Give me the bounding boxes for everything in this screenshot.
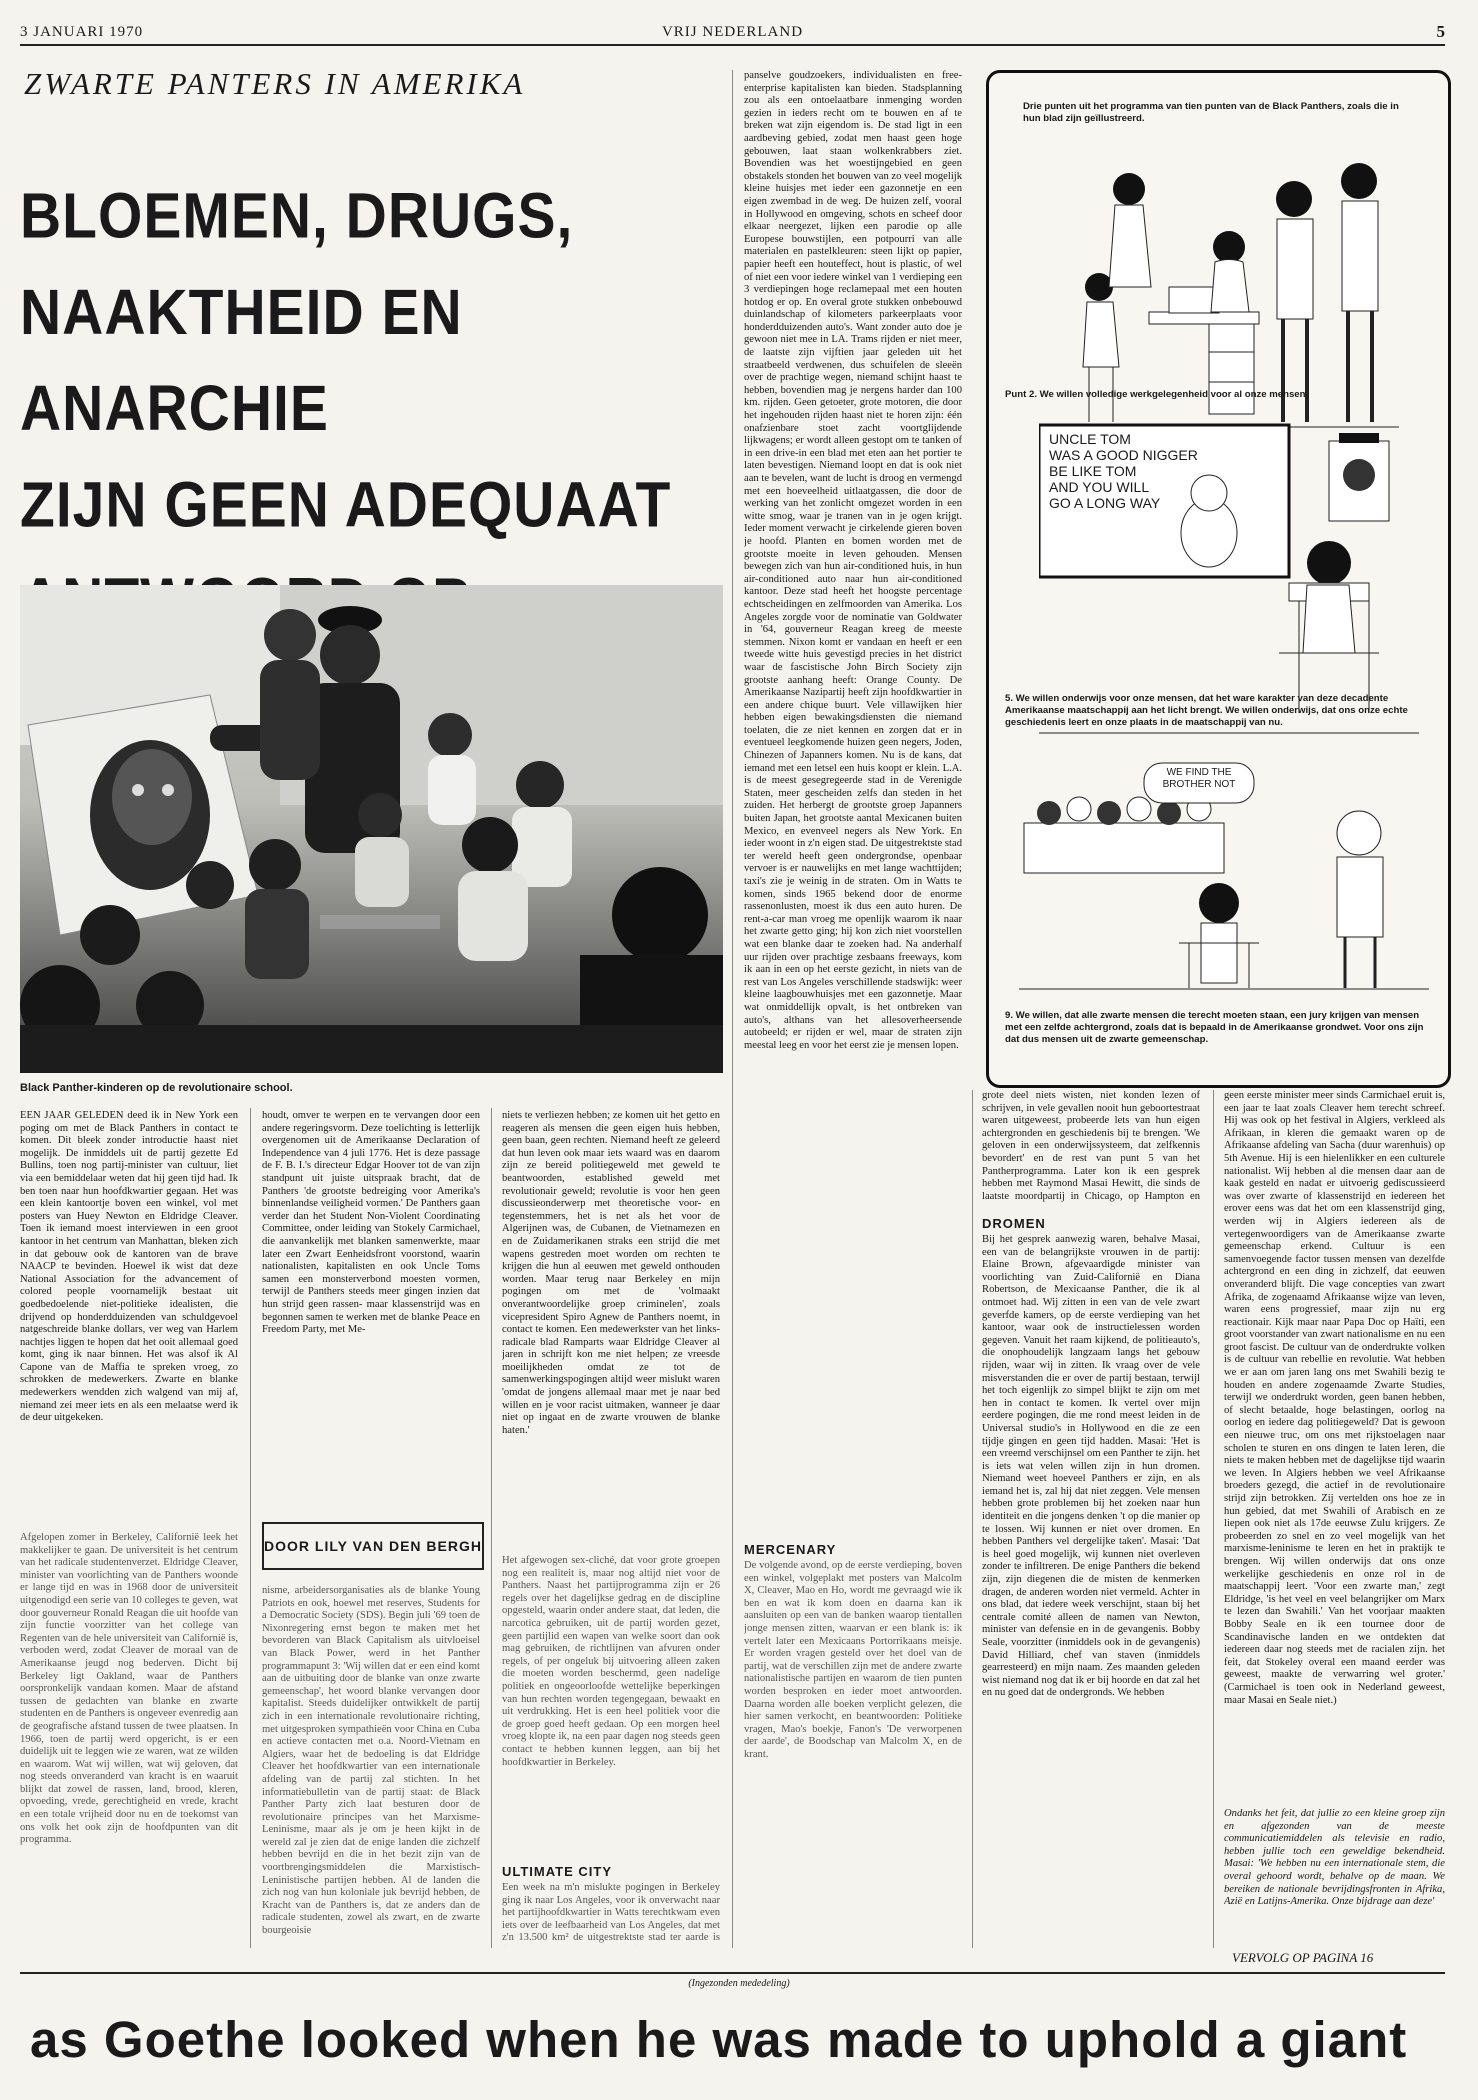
masthead — [20, 22, 1445, 46]
paragraph: geen eerste minister meer sinds Carmichael eruit is, een jaar te laat zoals Cleaver hem terecht schreef. Hij was ook op het festival in Algiers, verkleed als Afrikaan, in kleren die gemaakt waren op de Afrikaanse afdeling van Sacha (duur warenhuis) op 5th Avenue. Hij is een hielenlikker en een culturele nationalist. Wij hebben al die mensen daar aan de kaak gesteld en nadat er uitvoerig gediscussieerd was over zwarte of klassenstrijd en iedereen het erover eens was dat het om een klassenstrijd ging, werden wij in Algiers iedereen als de vertegenwoordigers van de Amerikaanse zwarte gemeenschap erkend. Cultuur is een samenvoegende factor tussen mensen van dezelfde achtergrond en een ding in zichzelf, dat eeuwen onveranderd blijft. Die vage concepties van zwart Afrika, de zogenaamd Afrikaanse wijze van leven, waren eens progressief, maar zijn nu erg reactionair. Kijk maar naar Papa Doc op Haïti, een groot voorstander van zwart nationalisme en nu een groot fascist. De cultuur van de onderdrukte volken is de cultuur van rebellie en revolutie. Wat hebben we er aan om jaren lang ons met Swahili bezig te houden en andere zogenaamde Zwarte Studies, terwijl we onderdrukt worden, geen banen hebben, of slecht betaalde, hoge belastingen, oorlog na oorlog en iedere dag politiegeweld? Dat is gewoon een nieuwe truc, om ons met rijkstoelagen naar scholen te sturen en ons dingen te laten leren, die niets te maken hebben met de dagelijkse tijd waarin we leven. In Algiers hebben we veel Afrikaanse broeders gezegd, die actief in de revolutionaire strijd zijn betrokken. Zij vertelden ons hoe ze in hun gebied, dat met Swahili of Arabisch en ze liepen ook niet als 17de eeuwse Zulu krijgers. Ze probeerden zo snel en zo veel mogelijk van het marxisme-leninisme te leren en het in praktijk te brengen. Wij willen onderwijs dat ons onze werkelijke geschiedenis en onze rol in de maatschappij leert. 'Voor een zwarte man,' zegt Eldridge, 'is het veel en veel belangrijker om Marx te lezen dan Swahili.' Van het voorjaar maakten Bobby Seale en ik een tournee door de Scandinavische landen en we ontdekten dat iedereen daar nog steeds met de racialen zijn. het feit, dat Stokeley overal een maand eerder was geweest, maakte de verwarring wel groter.' (Carmichael is toen ook in Nederland geweest, maar Masai en Seale niet.) — [1224, 1090, 1445, 1706]
paragraph: De volgende avond, op de eerste verdieping, boven een winkel, volgeplakt met posters van Malcolm X, Cleaver, Mao en Ho, wordt me gevraagd wie ik ben en wat ik kom doen en daarna kan ik aansluiten op een van de banken waarop tientallen jonge mensen zitten, waarvan er een blank is: ik vertelt later een Mexicaans Portorrikaans meisje. Er worden vragen gesteld over het doel van de partij, wat de verschillen zijn met de andere zwarte nationalistische partijen en waarom de tien punten worden besproken en ieder moet antwoorden. Daarna worden alle boeken verplicht gelezen, die hier samen verkocht, en beantwoorden: Politieke vragen, Mao's boekje, Fanon's 'De verworpenen der aarde', de Boodschap van Malcolm X, en de krant. — [744, 1560, 962, 1760]
speech-line: BROTHER NOT — [1162, 779, 1236, 790]
issue-date: 3 JANUARI 1970 — [20, 24, 144, 40]
article-column-3a — [502, 1110, 720, 1550]
page-number: 5 — [1436, 22, 1445, 41]
headline-line: ZIJN GEEN ADEQUAAT — [20, 469, 672, 541]
paragraph: Het afgewogen sex-cliché, dat voor grote groepen nog een realiteit is, maar nog altijd niet voor de Panthers. Naast het partijprogramma zijn er 26 regels over het dagelijkse gedrag en de discipline opgesteld, waarin onder andere staat, dat leden, die narcotica gebruiken, uit de partij worden gezet, geen partijlid een wapen van welke soort dan ook mag gebruiken, de richtlijnen van afvuren onder regels, of per ongeluk bij uitvoering alleen zaken die moeten worden beschermd, geen nadelige politiek en ongeoorloofde wettelijke beperkingen van hun rechten worden tegengegaan, bewaakt en uit verdrukking. Het is een heel politiek voor die de groep goed heeft gedaan. Op een morgen heel vroeg klopte ik, na een paar dagen nog steeds geen contact te hebben kunnen leggen, aan bij het hoofdkwartier in Berkeley. — [502, 1555, 720, 1768]
article-column-5a — [982, 1090, 1200, 1204]
article-column-4a — [744, 70, 962, 1530]
photo-caption: Black Panther-kinderen op de revolutionaire school. — [20, 1082, 293, 1094]
continued-notice: VERVOLG OP PAGINA 16 — [1232, 1950, 1374, 1965]
paragraph: houdt, omver te werpen en te vervangen door een andere regeringsvorm. Deze toelichting is letterlijk overgenomen uit de Amerikaanse Declaration of Independence van 4 juli 1776. Het is deze passage de F. B. I.'s directeur Edgar Hoover tot de van zijn standpunt uit juiste uitspraak bracht, dat de Panthers 'de grootste bedreiging voor Amerika's binnenlandse veiligheid vormen.' De Panthers gaan verder dan het Student Non-Violent Coordinating Committee, onder leiding van Stokely Carmichael, die aanvankelijk met blanken samenwerkte, maar later een Zwart Eenheidsfront voorstond, waarin nationalisten, kapitalisten en ook Uncle Toms samen een monsterverbond moesten vormen, terwijl de Panthers steeds meer gingen inzien dat hun strijd geen rassen- maar klassenstrijd was en begonnen samen te werken met de blanke Peace en Freedom Party, met Me- — [262, 1110, 480, 1336]
blackboard-line: UNCLE TOM — [1049, 431, 1131, 447]
headline-line: NAAKTHEID EN ANARCHIE — [20, 276, 463, 445]
article-column-3b — [502, 1555, 720, 1855]
paragraph: Een week na m'n mislukte pogingen in Berkeley ging ik naar Los Angeles, voor ik onverwacht naar het partijhoofdkwartier in Watts terechtkwam even iets over de leefbaarheid van Los Angeles, dat met z'n 13.500 km² de uitgestrektste stad ter aarde is — [502, 1882, 720, 1944]
classroom-photo-illustration — [20, 585, 723, 1073]
footer-rule — [20, 1972, 1445, 1974]
paragraph: nisme, arbeidersorganisaties als de blanke Young Patriots en ook, hoewel met reserves, Students for a Democratic Society (SDS). Begin juli '69 toen de Nixonregering ernst begon te maken met het bevorderen van Black Capitalism als uitvloeisel van Black Power, werd in het Panther programmapunt 3: 'Wij willen dat er een eind komt aan de uitbuiting door de blanke van onze zwarte gemeenschap', het woord blanke vervangen door kapitalist. Steeds duidelijker ontwikkelt de partij zich in een internationale revolutionaire richting, met uitgesproken sympathieën voor China en Cuba en actieve contacten met o.a. Noord-Vietnam en Algiers, waar het de bedoeling is dat Eldridge Cleaver het hoofdkwartier van een internationale afdeling van de partij zal stichten. In het informatiebulletin van de partij staat: de Black Panther Party zich laat besturen door de revolutionaire principes van het Marxisme-Leninisme, maar als je om je heen kijkt in de wereld zal je zien dat de enige landen die zichzelf hebben bevrijd en die in het bezit zijn van de voortbrengingsmiddelen die Marxistisch-Leninistische partijen hebben. Al de landen die zich nog van hun koloniale juk bevrijd hebben, de Kracht van de Panthers is, dat ze anders dan de radicale studenten, zowel als zwart, en de zwarte bourgeoisie — [262, 1585, 480, 1937]
blackboard-line: AND YOU WILL — [1049, 479, 1150, 495]
paragraph: Bij het gesprek aanwezig waren, behalve Masai, een van de belangrijkste vrouwen in de partij: Elaine Brown, afgevaardigde minister van voorlichting van Zuid-Californië en Diana Robertson, de Mexicaanse Panther, die ik al ontmoet had. Wij zitten in een van de vele zwart geverfde kamers, op de eerste verdieping van het kantoor, waar ook de instructielessen worden gegeven. Vanuit het raam kijkend, de politieauto's, die onophoudelijk langzaam langs het gebouw rijden, waar wij in zitten. Ik vraag over de vele misverstanden die er over de partij bestaan, terwijl het toch eigenlijk zo simpel blijkt te zijn om met hen in contact te komen. Ik vertel over mijn eerdere pogingen, die me rond meest leiden in de Universal studio's in Hollywood en die ze een tijdje gingen en geen tijd hadden. Masai: 'Het is een vreemd verschijnsel om een Panther te zijn. het is iets wat velen willen zijn in hun dromen. Niemand weet hoeveel Panthers er zijn, en als iemand het is, zal hij dat niet zeggen. Vele mensen hebben grote problemen bij het zoeken naar hun identiteit en die jongens denken 't op die manier op te lossen. Wij kunnen er niet over dromen. En hebben Panthers vel dergelijke taken'. Masai: 'Dat is heel goed mogelijk, wij kunnen niet overleven zonder te infiltreren. De enige Panthers die bekend zijn, zijn diegenen die de misten de kenmerken dragen, de anderen worden niet vermeld. Achter in ons blad, dat iedere week verschijnt, staan bij het centrale comité alleen de namen van Newton, minister van defensie en in de gevangenis. Bobby Seale, voorzitter (inmiddels ook in de gevangenis) David Hilliard, chef van staven (inmiddels gearresteerd) en mijn naam. Zes maanden geleden wist niemand nog dat ik er bij hoorde en dat zal het en nu goed dat de ondergronds. We hebben — [982, 1234, 1200, 1699]
cartoon-panel — [986, 70, 1451, 1088]
article-column-6b — [1224, 1808, 1445, 1944]
column-rule — [491, 1108, 492, 1948]
cartoon-intro: Drie punten uit het programma van tien punten van de Black Panthers, zoals die in hun blad zijn geïllustreerd. — [1023, 101, 1399, 124]
paragraph: panselve goudzoekers, individualisten en free-enterprise kapitalisten kan bieden. Stadsplanning zou als een ontoelaatbare inmenging worden gezien in ieders recht om te bouwen en af te breken wat zijn eigendom is. De stad ligt in een aardbeving gebied, zodat men haast geen hoge gebouwen, laat staan wolkenkrabbers ziet. Bovendien was het woestijngebied en geen obstakels stonden het bouwen van zo veel mogelijk kleine huisjes met ieder een gazonnetje en een eigen zwembad in de weg. De huizen zelf, vooral in Hollywood en omgeving, schots en scheef door elkaar neergezet, lijken een parodie op alle Europese bouwstijlen, een potpourri van alle materialen en pastelkleuren: steen lijkt op papier, papier heeft een houteffect, hout is plastic, of wel of niet een voor iedere winkel van 1 verdieping een 3 verdiepingen hoge reclamepaal met een houten hotdog er op. En overal grote stukken onbebouwd duinlandschap of kilometers parkeerplaats voor honderdduizenden auto's. Want zonder auto doe je gewoon niet mee in LA. Trams rijden er niet meer, de laatste zijn vijftien jaar geleden uit het straatbeeld verdwenen, dus schuifelen de sleeën over de prachtige wegen, niemand schijnt haast te hebben, bovendien mag je nergens harder dan 100 km. rijden. Geen getoeter, grote motoren, die door het ingehouden rijden haast niet te horen zijn: één onafzienbare stoet zacht voortglijdende lijkwagens; er wordt alleen gestopt om te tanken of in een drive-in een blad met eten aan het portier te laten bevestigen. Niemand loopt en dat is ook niet aan te bevelen, want de lucht is droog en vermengd met een hoeveelheid uitlaatgassen, die door de werking van het zonlicht omgezet worden in een witte smog, waar je tranen van in je ogen krijgt. Ieder moment verwacht je cirkelende gieren boven je hoofd. Planten en bomen worden met de grootste moeite in leven gehouden. Mensen bewegen zich van hun air-conditioned huis, in hun air-conditioned auto naar hun air-conditioned kantoor. Deze stad heeft het hoogste percentage echtscheidingen en zelfmoorden van Amerika. Los Angeles zorgde voor de nominatie van Goldwater in '64, gouverneur Reagan kreeg de meeste stemmen. Nixon komt er vandaan en heeft er een tweede witte huis gevestigd precies in het district waar de fascistische John Birch Society zijn grootste aanhang heeft: Orange County. De Amerikaanse Nazipartij heeft zijn hoofdkwartier in een andere chique buurt. Vele villawijken hier hebben eigen bewakingsdiensten die niemand toelaten, die ze niet kennen en zorgen dat er in eventueel leegkomende huizen geen negers, Joden, Chinezen of Japanners komen. Nu is de kans, dat iemand met een letsel een huis koopt er klein. L.A. is de meest gesegregeerde stad in de Verenigde Staten, meer gescheiden zelfs dan steden in het zuiden. Het herbergt de grootste groep Japanners buiten Japan, het grootste aantal Mexicanen buiten Mexico, en evenveel negers als New York. En ieder woont in z'n eigen stad. De uitgestrektste stad ter wereld heeft geen ondergrondse, openbaar vervoer is er nauwelijks en met lange wachttijden; taxi's zie je weinig in de straten. Om in Watts te komen, sinds 1965 bekend door de enorme rassenonlusten, moest ik dus een auto huren. De rent-a-car man vroeg me openlijk waarom ik naar het zwarte getto ging; hij kon zich niet voorstellen wat een blanke daar te zoeken had. Na anderhalf uur rijden over prachtige zesbaans freeways, kom ik aan in een op het eerste gezicht, in niets van de rest van Los Angeles verschillende stadswijk: weer kleine laagbouwhuisjes met een gazonnetje. Maar wat onmiddellijk opvalt, is het ontbreken van auto's, althans van het allesoverheersende autobeeld; er rijden er wel, maar de straten zijn meestal leeg en voor het eerst zie je mensen lopen. — [744, 70, 962, 1051]
column-rule — [732, 70, 733, 1948]
cartoon-caption-point5: 5. We willen onderwijs voor onze mensen, dat het ware karakter van deze decadente Amerikaanse maatschappij aan het licht brengt. We willen onderwijs, dat ons onze echte geschiedenis leert en onze plaats in de maatschappij van nu. — [1005, 693, 1408, 728]
column-rule — [1213, 1090, 1214, 1948]
column-rule — [250, 1108, 251, 1948]
speech-line: WE FIND THE — [1166, 767, 1232, 778]
blackboard-text — [1049, 431, 1198, 511]
article-column-3c — [502, 1882, 720, 1946]
article-column-1b — [20, 1532, 238, 1944]
article-photo — [20, 585, 723, 1073]
advert-note: (Ingezonden mededeling) — [688, 1978, 790, 1989]
subhead-dromen: DROMEN — [982, 1216, 1046, 1231]
article-column-4b — [744, 1560, 962, 1946]
article-column-6a — [1224, 1090, 1445, 1805]
byline: DOOR LILY VAN DEN BERGH — [262, 1522, 484, 1570]
section-kicker: ZWARTE PANTERS IN AMERIKA — [24, 66, 526, 101]
paragraph: Ondanks het feit, dat jullie zo een kleine groep zijn en afgezonden van de meeste communicatiemiddelen als televisie en radio, hebben jullie toch een geweldige bekendheid. Masai: 'We hebben nu een internationale stem, die overal gehoord wordt, behalve op de maan. We bereiken de nationale bevrijdingsfronten in Afrika, Azië en Latijns-Amerika. Onze bijdrage aan deze' — [1224, 1808, 1445, 1908]
advertisement-text: as Goethe looked when he was made to uphold a giant — [30, 2011, 1408, 2068]
paragraph: grote deel niets wisten, niet konden lezen of schrijven, in vele gevallen nooit hun geboortestraat waren uitgeweest, probeerde lets van hun eigen achtergronden en geschiedenis bij te brengen. 'We geloven in een onderwijssysteem, dat zelfkennis bevordert' en de rest van punt 5 van het Pantherprogramma. Later kon ik een gesprek hebben met Raymond Masai Hewitt, die sinds de laatste moordpartij in Chicago, op Hampton en — [982, 1090, 1200, 1202]
speech-bubble-text — [1149, 767, 1249, 791]
column-rule — [972, 1090, 973, 1948]
newspaper-name: VRIJ NEDERLAND — [661, 24, 804, 40]
headline-line: BLOEMEN, DRUGS, — [20, 180, 574, 252]
article-column-5b — [982, 1234, 1200, 1946]
blackboard-line: BE LIKE TOM — [1049, 463, 1137, 479]
cartoon-caption-point9: 9. We willen, dat alle zwarte mensen die terecht moeten staan, een jury krijgen van mensen met een zelfde achtergrond, zoals dat is bepaald in de Amerikaanse grondwet. Voor ons zijn dat dus mensen uit de zwarte gemeenschap. — [1005, 1010, 1424, 1045]
cartoon-caption-point2: Punt 2. We willen volledige werkgelegenheid voor al onze mensen. — [1005, 389, 1309, 400]
blackboard-line: GO A LONG WAY — [1049, 495, 1161, 511]
article-column-1a — [20, 1110, 238, 1530]
paragraph: niets te verliezen hebben; ze komen uit het getto en reageren als mensen die geen eigen huis hebben, geen baan, geen rechten. Niemand heeft ze geleerd dat hun leven ook maar iets waard was en daarom zijn ze bereid politiegeweld met geweld te beantwoorden, established geweld met revolutionair geweld; revolutie is voor hen geen discussieonderwerp met theoretische voor- en tegenstemmers, het is net als het voor de Algerijnen was, de Cubanen, de Vietnamezen en en de Zuidamerikanen straks een strijd die met wapens gestreden moet worden om rechten te krijgen die hun al eeuwen met geweld onthouden worden. Maar terug naar Berkeley en mijn pogingen om met de 'volmaakt onverantwoordelijke groep criminelen', zoals vicepresident Spiro Agnew de Panthers noemt, in contact te komen. Een medewerkster van het links-radicale blad Ramparts waar Eldridge Cleaver al jaren in schrijft kon me niet helpen; ze vreesde moeilijkheden omdat ze tot de samenwerkingspogingen altijd weer mislukt waren 'omdat de jongens allemaal maar met je naar bed willen en je voor racist uitmaken, wanneer je daar niet op ingaat en de zwarte vrouwen de blanke haten.' — [502, 1110, 720, 1436]
article-column-2b — [262, 1585, 480, 1945]
subhead-mercenary: MERCENARY — [744, 1542, 837, 1557]
paragraph: EEN JAAR GELEDEN deed ik in New York een poging om met de Black Panthers in contact te komen. Dit bleek zonder introductie haast niet mogelijk. De inmiddels uit de partij gezette Ed Bullins, toen nog partij-minister van cultuur, liet via een bemiddelaar weten dat hij geen tijd had. Ik ben toen naar hun hoofdkwartier gegaan. Het was een klein kantoortje boven een winkel, vol met posters van Huey Newton en Eldridge Cleaver. Toen ik iemand moest interviewen in een groot kantoor in het centrum van Manhattan, bleken zich in dat gebouw ook de kantoren van de brave NAACP te bevinden. Hoewel ik wist dat deze National Association for the advancement of colored people voornamelijk bestaat uit goedbedoelende niet-politieke idealisten, die drijvend op honderdduizenden van schuldgevoel natgeschreide blanke dollars, ver weg van Harlem nachtjes liggen te hopen dat het ooit allemaal goed komt, ging ik naar binnen. Het was alsof ik Al Capone van de Maffia te spreken vroeg, zo schrokken de medewerkers. Zwarte en blanke medewerkers wendden zich walgend van mij af, niemand zei meer iets en als een melaatse werd ik de deur uitgekeken. — [20, 1110, 238, 1424]
article-column-2a — [262, 1110, 480, 1490]
subhead-ultimate-city: ULTIMATE CITY — [502, 1864, 613, 1879]
blackboard-line: WAS A GOOD NIGGER — [1049, 447, 1198, 463]
paragraph: Afgelopen zomer in Berkeley, Californië leek het makkelijker te gaan. De universiteit is het centrum van het radicale studentenverzet. Eldridge Cleaver, minister van voorlichting van de Panthers woonde er lange tijd en was in 1968 door de universiteit uitgenodigd een serie van 10 colleges te geven, wat door gouverneur Ronald Reagan die uit hoofde van zijn functie voorzitter van het college van Regenten van de hele universiteit van Californië is, verboden werd, zodat Cleaver de moraal van de Amerikaanse jeugd nog bederven. Dicht bij Berkeley ligt Oakland, waar de Panthers oorspronkelijk vandaan komen. Maar de afstand tussen de gedachten van blanke en zwarte studenten en de Panthers is ongeveer evenredig aan de geografische afstand tussen de twee plaatsen. In 1966, toen de partij werd opgericht, is er een duidelijk uit te leggen wie ze waren, wat ze wilden en waarom. Wat wij willen, wat wij geloven, dat nog steeds onveranderd van kracht is en waaruit blijkt dat zowel de rassen, land, brood, kleren, opvoeding, vrede, gerechtigheid en vrede, kracht en een totale vrijheid door nu en de toekomst van ons volk het ook zijn de hoofdpunten van dit programma. — [20, 1532, 238, 1846]
